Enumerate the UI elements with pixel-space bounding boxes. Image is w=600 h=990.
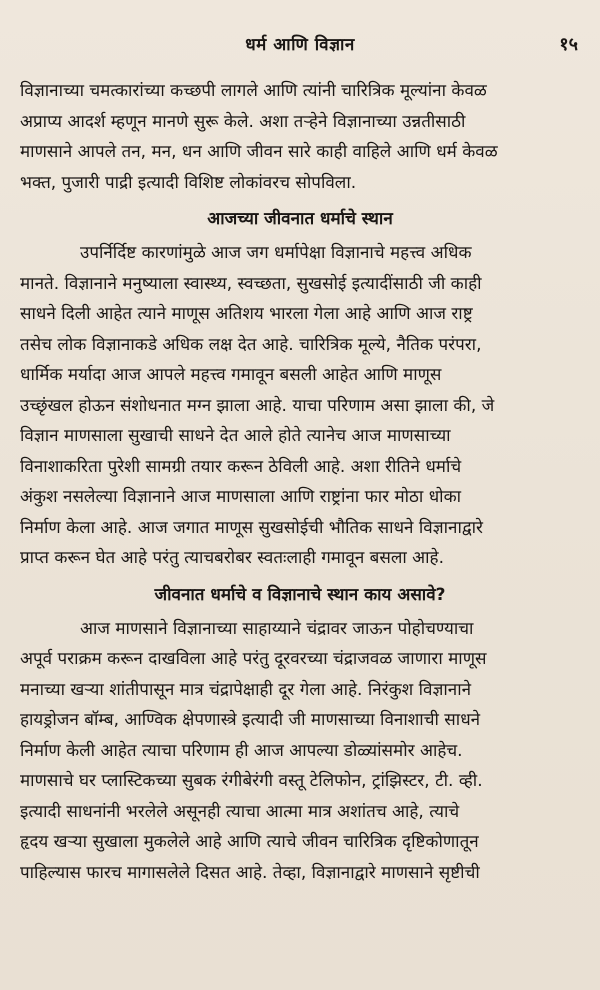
- text-line: विज्ञान माणसाला सुखाची साधने देत आले होते त्यानेच आज माणसाच्या: [20, 426, 451, 446]
- text-line: उच्छृंखल होऊन संशोधनात मग्न झाला आहे. याचा परिणाम असा झाला की, जे: [20, 395, 495, 416]
- text-line: साधने दिली आहेत त्याने माणूस अतिशय भारला गेला आहे आणि आज राष्ट्र: [20, 304, 473, 324]
- text-line: मानते. विज्ञानाने मनुष्याला स्वास्थ्य, स्वच्छता, सुखसोई इत्यादींसाठी जी काही: [20, 273, 482, 294]
- page-number: १५: [559, 34, 578, 55]
- text-line: हायड्रोजन बॉम्ब, आण्विक क्षेपणास्त्रे इत्यादी जी माणसाच्या विनाशाची साधने: [20, 710, 481, 730]
- text-line: मनाच्या खऱ्या शांतीपासून मात्र चंद्रापेक्षाही दूर गेला आहे. निरंकुश विज्ञानाने: [20, 679, 472, 700]
- text-line: निर्माण केली आहेत त्याचा परिणाम ही आज आपल्या डोळ्यांसमोर आहेच.: [20, 740, 463, 761]
- text-line: माणसाने आपले तन, मन, धन आणि जीवन सारे काही वाहिले आणि धर्म केवळ: [20, 142, 498, 162]
- text-line: भक्त, पुजारी पाद्री इत्यादी विशिष्ट लोकांवरच सोपविला.: [20, 172, 357, 193]
- text-line: आज माणसाने विज्ञानाच्या साहाय्याने चंद्रावर जाऊन पोहोचण्याचा: [80, 618, 474, 639]
- text-line: अपूर्व पराक्रम करून दाखविला आहे परंतु दूरवरच्या चंद्राजवळ जाणारा माणूस: [20, 649, 487, 669]
- text-line: हृदय खऱ्या सुखाला मुकलेले आहे आणि त्याचे जीवन चारित्रिक दृष्टिकोणातून: [20, 832, 479, 852]
- section-heading: आजच्या जीवनात धर्माचे स्थान: [207, 209, 393, 229]
- section-heading: जीवनात धर्माचे व विज्ञानाचे स्थान काय असावे?: [154, 584, 446, 605]
- page-header: [0, 32, 600, 62]
- running-title: धर्म आणि विज्ञान: [245, 35, 355, 55]
- text-line: धार्मिक मर्यादा आज आपले महत्त्व गमावून बसली आहेत आणि माणूस: [20, 365, 442, 385]
- paragraph-1: [20, 76, 580, 198]
- text-line: इत्यादी साधनांनी भरलेले असूनही त्याचा आत्मा मात्र अशांतच आहे, त्याचे: [20, 801, 460, 822]
- text-line: अप्राप्य आदर्श म्हणून मानणे सुरू केले. अशा तऱ्हेने विज्ञानाच्या उन्नतीसाठी: [20, 111, 466, 132]
- text-line: प्राप्त करून घेत आहे परंतु त्याचबरोबर स्वतःलाही गमावून बसला आहे.: [20, 548, 444, 568]
- text-line: विनाशाकरिता पुरेशी सामग्री तयार करून ठेविली आहे. अशा रीतिने धर्माचे: [20, 456, 462, 477]
- text-line: निर्माण केला आहे. आज जगात माणूस सुखसोईची भौतिक साधने विज्ञानाद्वारे: [20, 517, 483, 538]
- text-line: माणसाचे घर प्लास्टिकच्या सुबक रंगीबेरंगी वस्तू टेलिफोन, ट्रांझिस्टर, टी. व्ही.: [20, 771, 483, 791]
- paragraph-3: [20, 614, 580, 889]
- text-line: अंकुश नसलेल्या विज्ञानाने आज माणसाला आणि राष्ट्रांना फार मोठा धोका: [20, 487, 462, 507]
- text-line: उपर्निर्दिष्ट कारणांमुळे आज जग धर्मापेक्षा विज्ञानाचे महत्त्व अधिक: [80, 243, 472, 263]
- text-line: पाहिल्यास फारच मागासलेले दिसत आहे. तेव्हा, विज्ञानाद्वारे माणसाने सृष्टीची: [20, 862, 480, 883]
- text-line: विज्ञानाच्या चमत्कारांच्या कच्छपी लागले आणि त्यांनी चारित्रिक मूल्यांना केवळ: [20, 81, 487, 101]
- paragraph-2: [20, 238, 580, 574]
- text-line: तसेच लोक विज्ञानाकडे अधिक लक्ष देत आहे. चारित्रिक मूल्ये, नैतिक परंपरा,: [20, 334, 482, 355]
- page-body: [20, 76, 580, 888]
